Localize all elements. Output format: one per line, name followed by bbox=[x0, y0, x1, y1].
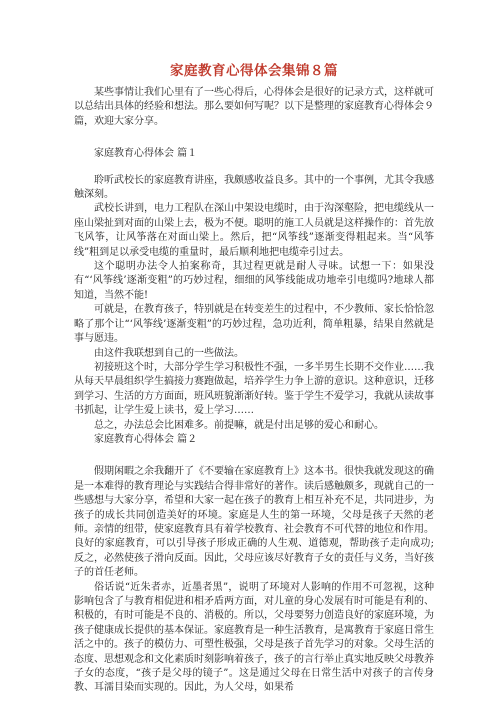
section-heading-2: 家庭教育心得体会 篇２ bbox=[94, 433, 198, 445]
paragraph: 可就是，在教育孩子，特别就是在转变差生的过程中，不少教师、家长恰恰忽略了那个让“‘风筝线’逐渐变粗”的巧妙过程，急功近利，简单粗暴，结果自然就是事与愿违。 bbox=[74, 304, 434, 345]
intro-paragraph: 某些事情让我们心里有了一些心得后，心得体会是很好的记录方式，这样就可以总结出具体的经验和想法。那么要如何写呢？以下是整理的家庭教育心得体会９篇，欢迎大家分享。 bbox=[74, 87, 434, 127]
paragraph: 俗话说“近朱者赤，近墨者黑”，说明了环境对人影响的作用不可忽视，这种影响包含了与教育相促进和相矛盾两方面，对儿童的身心发展有时可能是有利的、积极的，有时可能是不良的、消极的。所以，父母要努力创造良好的家庭环境，为孩子健康成长提供的基本保证。家庭教育是一种生活教育，是寓教育于家庭日常生活之中的。孩子的模仿力、可塑性极强，父母是孩子首先学习的对象。父母生活的态度、思想观念和文化素质时刻影响着孩子，孩子的言行举止真实地反映父母教养子女的态度，“孩子是父母的镜子”。这是通过父母在日常生活中对孩子的言传身教、耳濡目染而实现的。因此，为人父母，如果希 bbox=[74, 581, 434, 694]
paragraph: 聆听武校长的家庭教育讲座，我颇感收益良多。其中的一个事例，尤其令我感触深刻。 bbox=[74, 174, 434, 201]
paragraph: 武校长讲到，电力工程队在深山中架设电缆时，由于沟深壑险，把电缆线从一座山梁扯到对面的山梁上去，极为不便。聪明的施工人员就是这样操作的：首先放飞风筝，让风筝落在对面山梁上。然后，把“风筝线”逐渐变得粗起来。当“风筝线”粗到足以承受电缆的重量时，最后顺利地把电缆牵引过去。 bbox=[74, 203, 434, 258]
paragraph: 总之，办法总会比困难多。前提嘛，就是付出足够的爱心和耐心。 bbox=[94, 419, 384, 431]
paragraph: 假期闲暇之余我翻开了《不要输在家庭教育上》这本书。很快我就发现这的确是一本难得的教育理论与实践结合得非常好的著作。读后感触颇多，现就自己的一些感想与大家分享，希望和大家一起在孩子的教育上相互补充不足，共同进步，为孩子的成长共同创造美好的环境。家庭是人生的第一环境，父母是孩子天然的老师。亲情的纽带，使家庭教育具有着学校教育、社会教育不可代替的地位和作用。良好的家庭教育，可以引导孩子形成正确的人生观、道德观，帮助孩子走向成功;反之，必然使孩子滑向反面。因此，父母应该尽好教育子女的责任与义务，当好孩子的首任老师。 bbox=[74, 466, 434, 579]
document-page bbox=[74, 62, 434, 696]
paragraph: 初接班这个时，大部分学生学习积极性不强，一多半男生长期不交作业……我从每天早晨组织学生搞接力赛跑做起，培养学生力争上游的意识。这种意识，迁移到学习、生活的方方面面，班风班貌渐渐好转。鉴于学生不爱学习，我就从读故事书抓起，让学生爱上读书，爱上学习…… bbox=[74, 361, 434, 417]
paragraph: 这个聪明办法令人拍案称奇，其过程更就是耐人寻味。试想一下：如果没有“‘风筝线’逐渐变粗”的巧妙过程，细细的风筝线能成功地牵引电缆吗?地球人都知道，当然不能! bbox=[74, 261, 434, 301]
paragraph: 由这件我联想到自己的一些做法。 bbox=[94, 347, 244, 359]
document-title: 家庭教育心得体会集锦８篇 bbox=[170, 63, 338, 79]
section-heading-1: 家庭教育心得体会 篇１ bbox=[94, 148, 198, 160]
